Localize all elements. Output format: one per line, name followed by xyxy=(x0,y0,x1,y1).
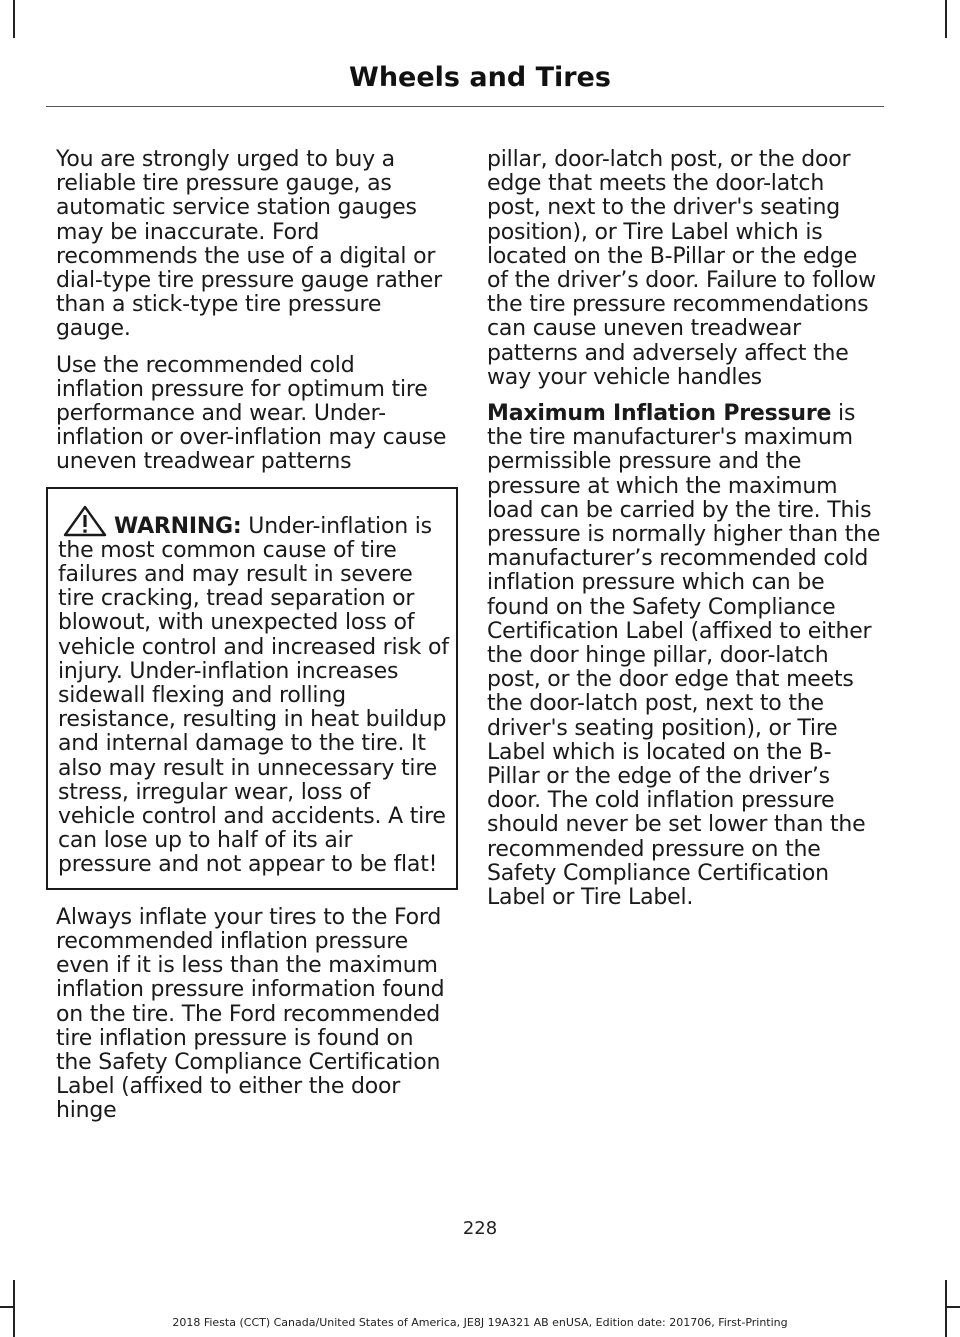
crop-mark-bottom-left-horizontal xyxy=(0,1306,15,1308)
page-title: Wheels and Tires xyxy=(349,62,611,93)
page-number: 228 xyxy=(462,1218,498,1239)
warning-label: WARNING: xyxy=(114,513,242,539)
crop-mark-top-right-vertical xyxy=(945,0,947,38)
warning-box xyxy=(46,487,458,890)
paragraph-gauge-advice: You are strongly urged to buy a reliable tire pressure gauge, as automatic service station gauges may be inaccurate. Ford recommends the use of a digital or dial-type tire pressure gauge rather than a stick-type tire pressure gauge. xyxy=(56,147,442,342)
term-maximum-inflation-pressure: Maximum Inflation Pressure xyxy=(487,401,832,427)
right-column xyxy=(487,148,882,922)
paragraph-always-inflate: Always inflate your tires to the Ford recommended inflation pressure even if it is less than the maximum inflation pressure information found on the tire. The Ford recommended tire inflation pressure is found on the Safety Compliance Certification Label (affixed to either the door hinge xyxy=(56,904,445,1124)
paragraph-maximum-inflation xyxy=(487,402,882,910)
header-divider xyxy=(46,106,884,107)
crop-mark-bottom-right-horizontal xyxy=(945,1306,960,1308)
maximum-inflation-definition: is the tire manufacturer's maximum permissible pressure and the pressure at which the maximum load can be carried by the tire. This pressure is normally higher than the manufacturer’s recommended cold inflation pressure which can be found on the Safety Compliance Certification Label (affixed to either the door hinge pillar, door-latch post, or the door edge that meets the door-latch post, next to the driver's seating position), or Tire Label which is located on the B-Pillar or the edge of the driver’s door. The cold inflation pressure should never be set lower than the recommended pressure on the Safety Compliance Certification Label or Tire Label. xyxy=(487,401,881,911)
warning-triangle-icon xyxy=(62,505,108,537)
footer-edition-info: 2018 Fiesta (CCT) Canada/United States of America, JE8J 19A321 AB enUSA, Edition date: 201706, First-Printing xyxy=(172,1316,788,1329)
paragraph-cold-inflation: Use the recommended cold inflation pressure for optimum tire performance and wear. Under-inflation or over-inflation may cause uneven treadwear patterns xyxy=(56,352,447,475)
paragraph-label-location: pillar, door-latch post, or the door edge that meets the door-latch post, next to the driver's seating position), or Tire Label which is located on the B-Pillar or the edge of the driver’s door. Failure to follow the tire pressure recommendations can cause uneven treadwear patterns and adversely affect the way your vehicle handles xyxy=(487,147,876,390)
left-column xyxy=(56,148,448,1136)
warning-text: Under-inflation is the most common cause of tire failures and may result in severe tire cracking, tread separation or blowout, with unexpected loss of vehicle control and increased risk of injury. Under-inflation increases sidewall flexing and rolling resistance, resulting in heat buildup and internal damage to the tire. It also may result in unnecessary tire stress, irregular wear, loss of vehicle control and accidents. A tire can lose up to half of its air pressure and not appear to be flat! xyxy=(58,513,449,878)
crop-mark-top-left-vertical xyxy=(13,0,15,38)
